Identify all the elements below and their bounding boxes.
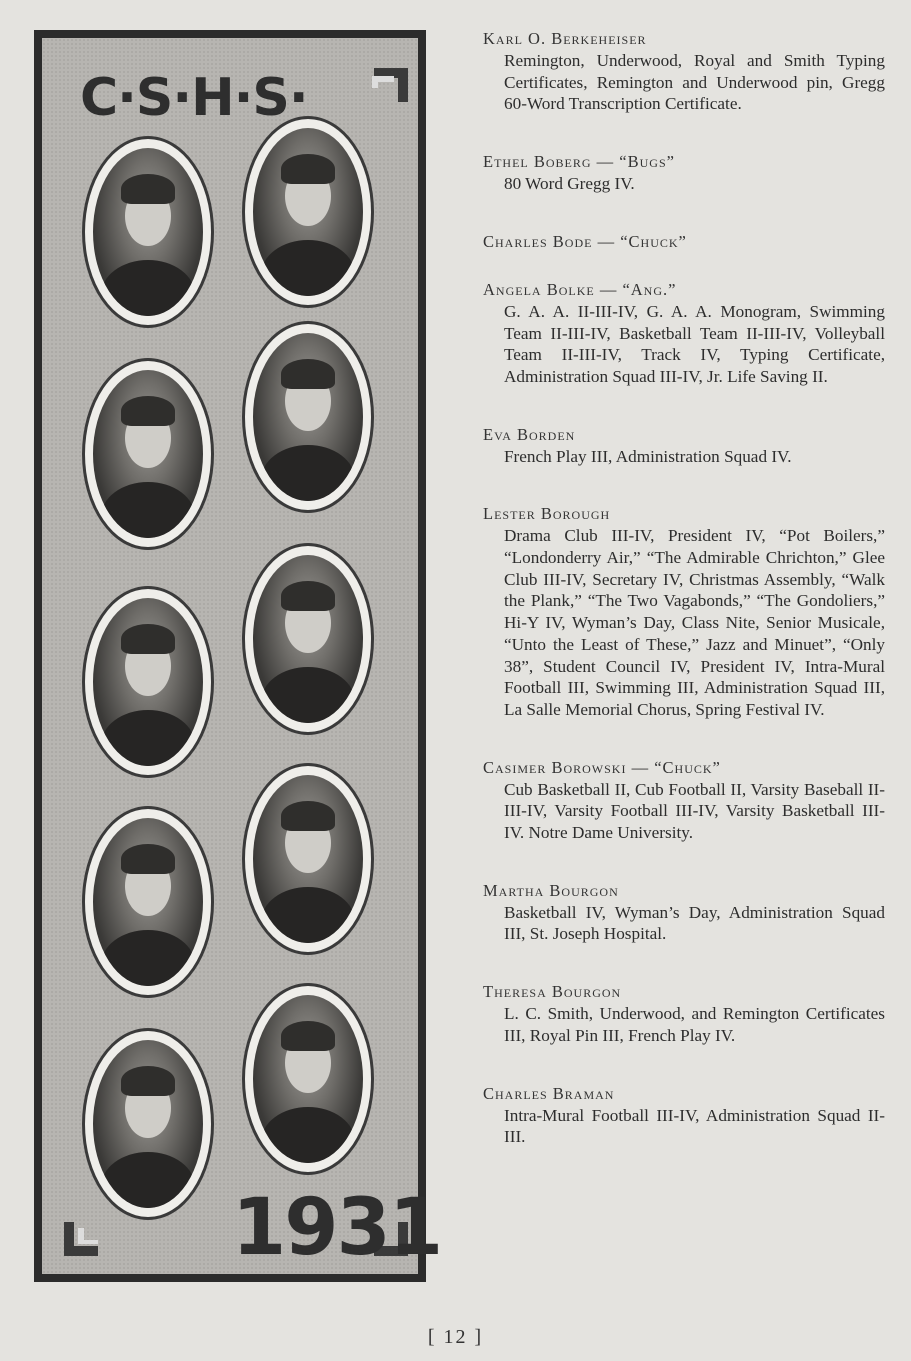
student-activities: French Play III, Administration Squad IV. <box>504 446 792 466</box>
portrait-photo <box>93 818 203 986</box>
portrait-2 <box>242 116 374 308</box>
student-activities: L. C. Smith, Underwood, and Remington Certificates III, Royal Pin III, French Play IV. <box>504 1004 885 1045</box>
portrait-5 <box>82 586 214 778</box>
student-entry <box>483 424 885 468</box>
arrow-down-left-icon <box>60 1218 104 1262</box>
portrait-photo <box>93 1040 203 1208</box>
student-name: Martha Bourgon <box>483 880 619 900</box>
portrait-3 <box>82 358 214 550</box>
student-entry <box>483 880 885 945</box>
student-activities: 80 Word Gregg IV. <box>504 174 635 194</box>
portrait-photo <box>253 333 363 501</box>
student-name: Charles Bode — “Chuck” <box>483 231 687 251</box>
student-name: Karl O. Berkeheiser <box>483 29 647 48</box>
student-name: Casimer Borowski — “Chuck” <box>483 757 721 777</box>
portrait-photo <box>253 995 363 1163</box>
student-name: Charles Braman <box>483 1083 615 1103</box>
student-entry <box>483 28 885 115</box>
student-name: Ethel Boberg — “Bugs” <box>483 152 675 172</box>
student-entry <box>483 981 885 1046</box>
panel-background <box>42 38 442 1274</box>
student-entries <box>483 28 885 1184</box>
student-entry <box>483 231 885 253</box>
student-name: Eva Borden <box>483 424 576 444</box>
arrow-up-right-icon <box>368 62 412 106</box>
student-name: Theresa Bourgon <box>483 982 622 1002</box>
student-entry <box>483 151 885 195</box>
student-entry <box>483 1083 885 1148</box>
portrait-panel <box>34 30 442 1282</box>
student-activities: Cub Basketball II, Cub Football II, Varsity Baseball II-III-IV, Varsity Football III-IV, Varsity Basketball III-IV. Notre Dame University. <box>504 779 885 843</box>
student-activities: G. A. A. II-III-IV, G. A. A. Monogram, Swimming Team II-III-IV, Basketball Team II-III-IV, Volleyball Team II-III-IV, Track IV, Typing Certificate, Administration Squad III-IV, Jr. Life Saving II. <box>504 301 885 386</box>
portrait-photo <box>253 555 363 723</box>
student-activities: Remington, Underwood, Royal and Smith Typing Certificates, Remington and Underwood pin, Gregg 60-Word Transcription Certificate. <box>504 51 885 114</box>
student-activities: Drama Club III-IV, President IV, “Pot Boilers,” “Londonderry Air,” “The Admirable Chrichton,” Glee Club III-IV, Secretary IV, Christmas Assembly, “Walk the Plank,” “The Two Vagabonds,” “The Gondoliers,” Hi-Y IV, Wyman’s Day, Class Nite, Senior Musicale, “Unto the Least of These,” Jazz and Minuet”, “Only 38”, Student Council IV, President IV, Intra-Mural Football III, Swimming III, Administration Squad III, La Salle Memorial Chorus, Spring Festival IV. <box>504 526 885 719</box>
school-logo-text: C·S·H·S· <box>80 68 308 128</box>
portrait-7 <box>82 806 214 998</box>
class-year: 1931 <box>232 1183 442 1273</box>
portrait-photo <box>93 598 203 766</box>
portrait-6 <box>242 543 374 735</box>
portrait-8 <box>242 763 374 955</box>
student-name: Angela Bolke — “Ang.” <box>483 279 677 299</box>
portrait-4 <box>242 321 374 513</box>
portrait-1 <box>82 136 214 328</box>
portrait-9 <box>82 1028 214 1220</box>
page-number: [ 12 ] <box>427 1326 484 1348</box>
student-name: Lester Borough <box>483 504 611 524</box>
student-entry <box>483 279 885 388</box>
student-entry <box>483 503 885 720</box>
portrait-photo <box>253 128 363 296</box>
portrait-photo <box>93 148 203 316</box>
portrait-photo <box>93 370 203 538</box>
portrait-photo <box>253 775 363 943</box>
student-activities: Basketball IV, Wyman’s Day, Administration Squad III, St. Joseph Hospital. <box>504 902 885 944</box>
student-entry <box>483 757 885 844</box>
portrait-10 <box>242 983 374 1175</box>
student-activities: Intra-Mural Football III-IV, Administration Squad II-III. <box>504 1105 885 1147</box>
school-logo <box>80 68 308 128</box>
